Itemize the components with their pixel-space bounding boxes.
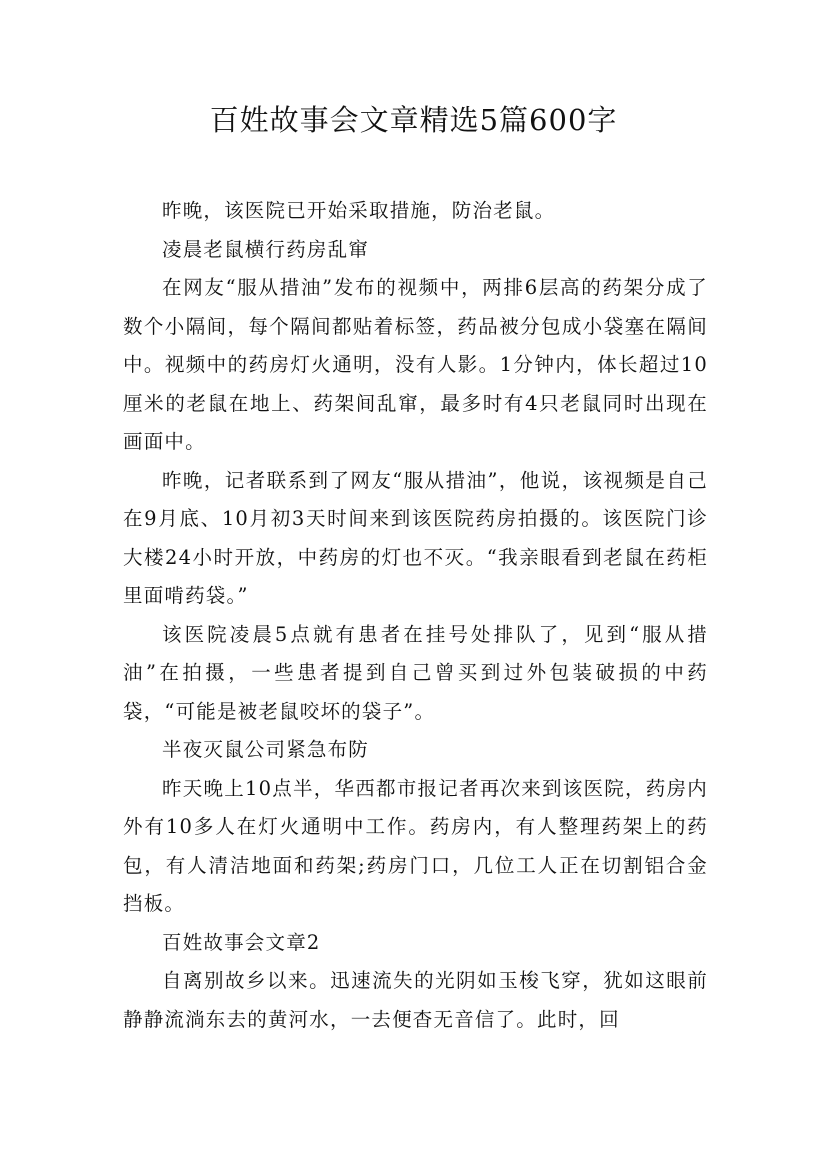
section-heading: 半夜灭鼠公司紧急布防 xyxy=(162,738,370,761)
document-title: 百姓故事会文章精选5篇600字 xyxy=(209,103,618,137)
section-heading: 百姓故事会文章2 xyxy=(162,930,321,954)
section-heading: 凌晨老鼠横行药房乱窜 xyxy=(162,237,370,261)
paragraph: 在网友“服从措油”发布的视频中，两排6层高的药架分成了数个小隔间，每个隔间都贴着标签，药品被分包成小袋塞在隔间中。视频中的药房灯火通明，没有人影。1分钟内，体长超过10厘米的老鼠在地上、药架间乱窜，最多时有4只老鼠同时出现在画面中。 xyxy=(123,276,708,453)
document-body xyxy=(123,192,708,1039)
paragraph: 该医院凌晨5点就有患者在挂号处排队了，见到“服从措油”在拍摄，一些患者提到自己曾买到过外包装破损的中药袋，“可能是被老鼠咬坏的袋子”。 xyxy=(123,622,708,723)
paragraph: 昨晚，该医院已开始采取措施，防治老鼠。 xyxy=(162,199,556,222)
paragraph: 昨天晚上10点半，华西都市报记者再次来到该医院，药房内外有10多人在灯火通明中工作。药房内，有人整理药架上的药包，有人清洁地面和药架;药房门口，几位工人正在切割铝合金挡板。 xyxy=(123,776,708,915)
paragraph: 自离别故乡以来。迅速流失的光阴如玉梭飞穿，犹如这眼前静静流淌东去的黄河水，一去便杳无音信了。此时，回 xyxy=(123,969,708,1031)
paragraph: 昨晚，记者联系到了网友“服从措油”，他说，该视频是自己在9月底、10月初3天时间来到该医院药房拍摄的。该医院门诊大楼24小时开放，中药房的灯也不灭。“我亲眼看到老鼠在药柜里面啃药袋。” xyxy=(123,468,708,607)
